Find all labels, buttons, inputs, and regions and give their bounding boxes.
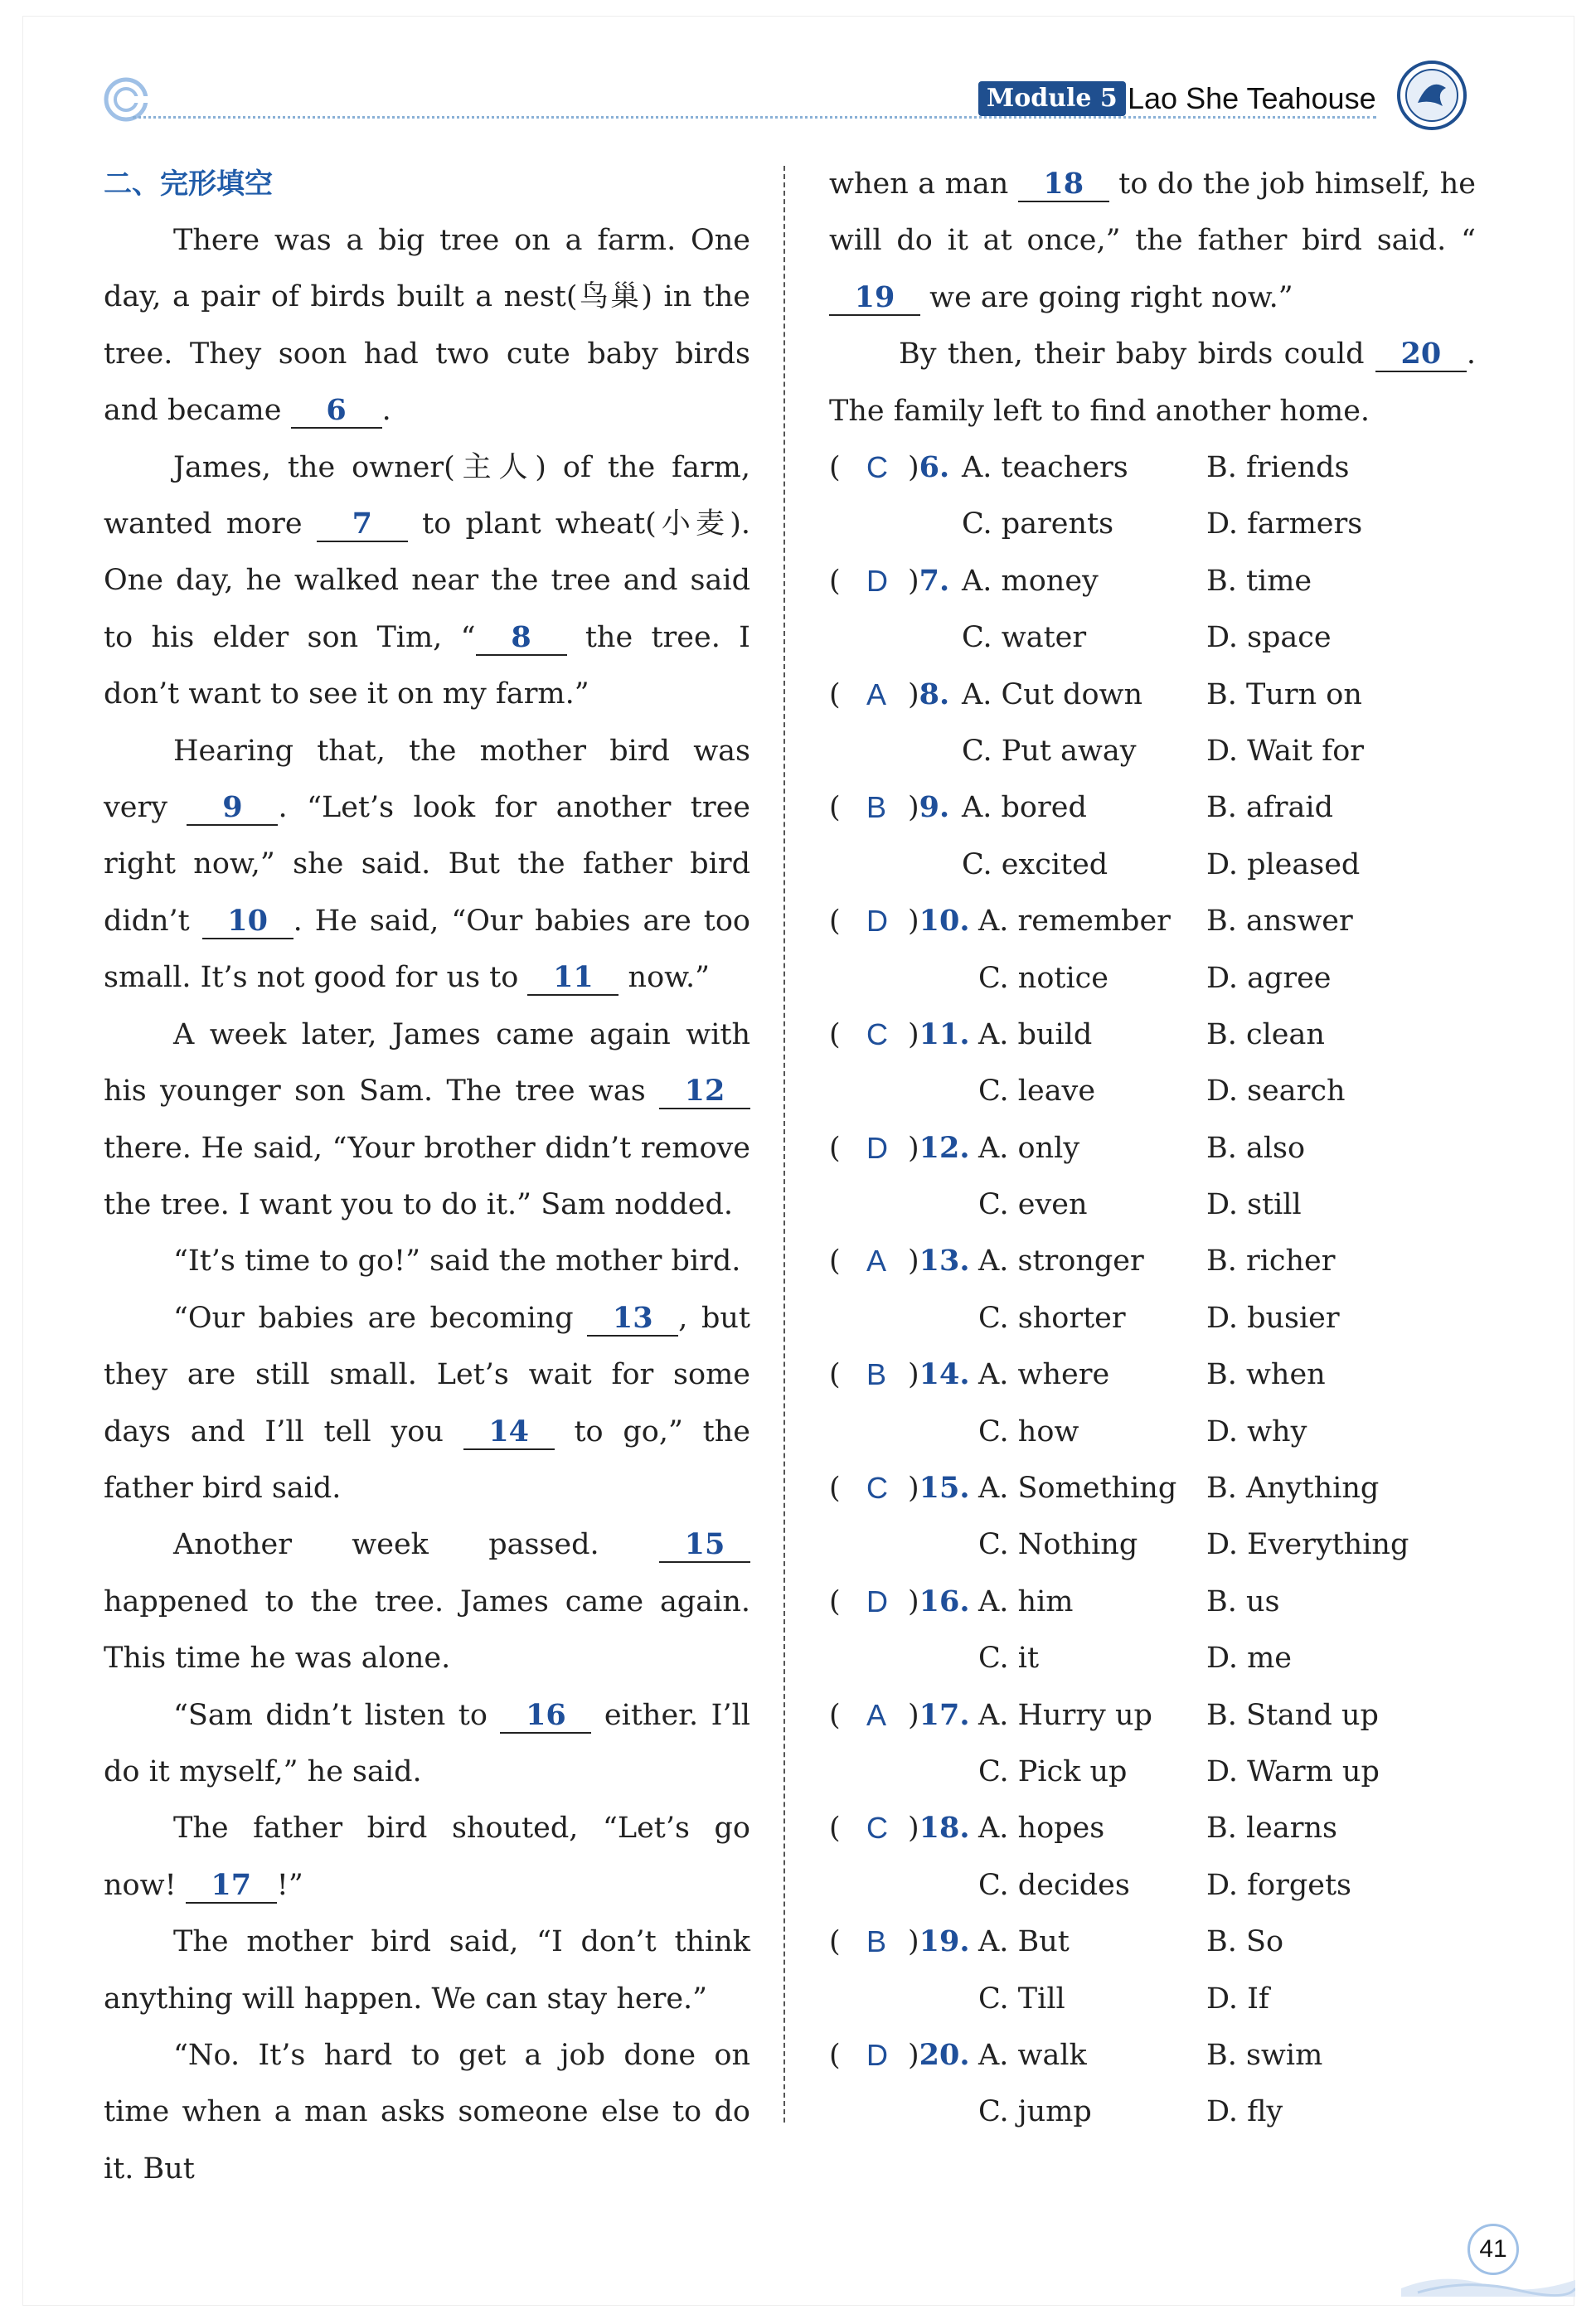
option-d[interactable]: D. busier [1206, 1301, 1340, 1335]
question-row [829, 1687, 1509, 1744]
option-a[interactable]: A. him [978, 1584, 1074, 1618]
paren-open: ( [829, 2038, 841, 2072]
paragraph-text: when a man [829, 167, 1018, 201]
question-row [829, 1177, 1509, 1233]
question-row [829, 1800, 1509, 1856]
question-number: ) 13. [908, 1244, 970, 1278]
answer-choice[interactable]: B [866, 790, 887, 825]
option-d[interactable]: D. Wait for [1206, 734, 1365, 768]
answer-choice[interactable]: D [866, 904, 888, 939]
paragraph-text: the tree. I don’t want to see it on my farm.” [104, 620, 750, 711]
paragraph [104, 723, 750, 1007]
question-number: ) 6. [908, 450, 950, 484]
answer-blank[interactable]: 18 [1018, 167, 1109, 202]
option-c[interactable]: C. it [978, 1642, 1040, 1676]
paren-open: ( [829, 1131, 841, 1165]
paragraph-text: there. He said, “Your brother didn’t remove the tree. I want you to do it.” Sam nodded. [104, 1131, 750, 1221]
paragraph [104, 1800, 750, 1914]
option-a[interactable]: A. Hurry up [978, 1698, 1152, 1732]
question-number: ) 11. [908, 1016, 970, 1051]
question-row [829, 1630, 1509, 1686]
answer-choice[interactable]: B [866, 1357, 887, 1392]
answer-blank[interactable]: 8 [476, 621, 567, 656]
option-c[interactable]: C. excited [962, 847, 1108, 881]
question-number: ) 19. [908, 1924, 970, 1959]
option-a[interactable]: A. money [962, 564, 1099, 598]
paren-open: ( [829, 564, 841, 598]
answer-blank[interactable]: 9 [187, 791, 278, 826]
question-row [829, 1404, 1509, 1460]
option-d[interactable]: D. forgets [1206, 1868, 1351, 1902]
answer-choice[interactable]: C [866, 1811, 888, 1846]
answer-blank[interactable]: 17 [186, 1869, 277, 1904]
option-c[interactable]: C. jump [978, 2095, 1092, 2129]
option-a[interactable]: A. But [978, 1925, 1070, 1959]
module-title: Lao She Teahouse [1128, 81, 1376, 115]
paren-open: ( [829, 1244, 841, 1278]
passage-right [829, 156, 1476, 439]
option-d[interactable]: D. me [1206, 1642, 1292, 1676]
paragraph-text: . The family left to find another home. [829, 337, 1476, 428]
paren-open: ( [829, 677, 841, 711]
question-row [829, 1516, 1509, 1573]
option-a[interactable]: A. remember [978, 905, 1171, 939]
option-b[interactable]: B. learns [1206, 1812, 1337, 1846]
paren-open: ( [829, 451, 841, 484]
option-d[interactable]: D. search [1206, 1075, 1346, 1109]
emblem-icon [1396, 60, 1467, 131]
paragraph-text: we are going right now.” [920, 280, 1293, 314]
answer-choice[interactable]: D [866, 2037, 888, 2072]
question-number: ) 18. [908, 1811, 970, 1846]
question-number: ) 7. [908, 563, 950, 598]
option-c[interactable]: C. decides [978, 1868, 1130, 1902]
answer-choice[interactable]: D [866, 1130, 888, 1165]
option-c[interactable]: C. shorter [978, 1301, 1126, 1335]
paragraph-text: A week later, James came again with his younger son Sam. The tree was [104, 1017, 750, 1109]
option-d[interactable]: D. fly [1206, 2095, 1283, 2129]
question-row [829, 496, 1509, 552]
paren-open: ( [829, 905, 841, 939]
question-row [829, 1857, 1509, 1914]
answer-blank[interactable]: 20 [1375, 337, 1467, 372]
page-number: 41 [1479, 2235, 1507, 2263]
question-row [829, 1120, 1509, 1177]
question-row [829, 723, 1509, 779]
option-b[interactable]: B. clean [1206, 1017, 1325, 1051]
option-b[interactable]: B. us [1206, 1584, 1280, 1618]
passage-left [104, 212, 750, 2197]
answer-blank[interactable]: 11 [527, 961, 619, 996]
paren-open: ( [829, 1698, 841, 1732]
option-c[interactable]: C. Put away [962, 734, 1137, 768]
paragraph-text: Hearing that, the mother bird was very [104, 734, 750, 825]
paragraph [104, 439, 750, 723]
column-divider [783, 166, 785, 2123]
paragraph [104, 1516, 750, 1686]
paragraph-text: James, the owner(主人) of the farm, wanted more [104, 450, 750, 541]
option-d[interactable]: D. Everything [1206, 1528, 1409, 1562]
option-b[interactable]: B. Stand up [1206, 1698, 1379, 1732]
answer-choice[interactable]: A [866, 1697, 887, 1732]
option-b[interactable]: B. So [1206, 1925, 1284, 1959]
question-number: ) 15. [908, 1471, 970, 1506]
paragraph-text: . [381, 394, 391, 428]
paren-open: ( [829, 1584, 841, 1618]
option-b[interactable]: B. when [1206, 1358, 1326, 1392]
paragraph-text: happened to the tree. James came again. This time he was alone. [104, 1584, 750, 1676]
paragraph-text: “Sam didn’t listen to [173, 1698, 501, 1732]
option-d[interactable]: D. agree [1206, 961, 1332, 995]
option-d[interactable]: D. still [1206, 1188, 1302, 1222]
question-row [829, 893, 1509, 949]
question-row [829, 837, 1509, 893]
question-number: ) 20. [908, 2037, 970, 2072]
option-a[interactable]: A. stronger [978, 1244, 1144, 1278]
question-row [829, 950, 1509, 1007]
option-b[interactable]: B. richer [1206, 1244, 1336, 1278]
answer-choice[interactable]: C [866, 1471, 888, 1506]
option-a[interactable]: A. walk [978, 2038, 1087, 2072]
answer-choice[interactable]: C [866, 1016, 888, 1051]
paragraph [104, 2027, 750, 2197]
paragraph-text: , but they are still small. Let’s wait for some days and I’ll tell you [104, 1301, 750, 1448]
question-number: ) 8. [908, 677, 950, 711]
module-badge: Module 5 [978, 81, 1126, 116]
question-row [829, 1346, 1509, 1403]
question-row [829, 1290, 1509, 1346]
paragraph-text: to plant wheat(小麦). One day, he walked near the tree and said to his elder son Tim, “ [104, 507, 750, 654]
paragraph [104, 212, 750, 439]
option-b[interactable]: B. Anything [1206, 1472, 1380, 1506]
question-row [829, 1574, 1509, 1630]
answer-choice[interactable]: D [866, 563, 888, 598]
paragraph-text: There was a big tree on a farm. One day, a pair of birds built a nest(鸟巢) in the tree. They soon had two cute baby birds and became [104, 224, 750, 428]
paragraph-text: The father bird shouted, “Let’s go now! [104, 1812, 750, 1902]
answer-blank[interactable]: 15 [659, 1528, 750, 1563]
paragraph-text: “No. It’s hard to get a job done on time when a man asks someone else to do it. But [104, 2039, 750, 2186]
question-row [829, 1007, 1509, 1063]
option-a[interactable]: A. teachers [962, 451, 1128, 484]
question-number: ) 10. [908, 904, 970, 939]
paren-open: ( [829, 1472, 841, 1506]
question-row [829, 609, 1509, 666]
answer-blank[interactable]: 7 [317, 507, 408, 542]
option-d[interactable]: D. space [1206, 621, 1332, 655]
option-b[interactable]: B. Turn on [1206, 677, 1362, 711]
paragraph-text: !” [276, 1868, 303, 1902]
paragraph [104, 1290, 750, 1517]
option-d[interactable]: D. pleased [1206, 847, 1361, 881]
option-c[interactable]: C. how [978, 1414, 1079, 1448]
answer-choice[interactable]: A [866, 1244, 887, 1278]
answer-choice[interactable]: C [866, 450, 888, 484]
answer-choice[interactable]: A [866, 677, 887, 711]
paragraph [104, 1233, 750, 1289]
option-b[interactable]: B. also [1206, 1131, 1306, 1165]
paren-open: ( [829, 791, 841, 825]
question-number: ) 17. [908, 1697, 970, 1732]
option-a[interactable]: A. only [978, 1131, 1080, 1165]
option-d[interactable]: D. farmers [1206, 507, 1363, 541]
option-c[interactable]: C. Nothing [978, 1528, 1138, 1562]
paragraph [829, 156, 1476, 326]
question-row [829, 779, 1509, 836]
paragraph [104, 1007, 750, 1234]
option-d[interactable]: D. why [1206, 1414, 1307, 1448]
answer-blank[interactable]: 19 [829, 281, 920, 316]
option-c[interactable]: C. parents [962, 507, 1114, 541]
paragraph-text: to go,” the father bird said. [104, 1414, 750, 1505]
paragraph [829, 326, 1476, 439]
question-row [829, 2084, 1509, 2140]
answer-choice[interactable]: D [866, 1584, 888, 1618]
question-row [829, 2027, 1509, 2084]
paren-open: ( [829, 1812, 841, 1846]
option-b[interactable]: B. swim [1206, 2038, 1323, 2072]
option-c[interactable]: C. Pick up [978, 1754, 1128, 1788]
option-a[interactable]: A. where [978, 1358, 1110, 1392]
paragraph-text: either. I’ll do it myself,” he said. [104, 1698, 750, 1788]
question-row [829, 1063, 1509, 1119]
answer-blank[interactable]: 10 [202, 905, 293, 939]
paragraph-text: . “Let’s look for another tree right now,” she said. But the father bird didn’t [104, 791, 750, 938]
question-row [829, 1744, 1509, 1800]
paragraph-text: . He said, “Our babies are too small. It’s not good for us to [104, 904, 750, 995]
question-number: ) 16. [908, 1584, 970, 1618]
option-c[interactable]: C. leave [978, 1075, 1096, 1109]
question-row [829, 1460, 1509, 1516]
option-a[interactable]: A. hopes [978, 1812, 1105, 1846]
paren-open: ( [829, 1358, 841, 1392]
option-c[interactable]: C. Till [978, 1982, 1065, 2016]
question-row [829, 1914, 1509, 1970]
option-a[interactable]: A. build [978, 1017, 1093, 1051]
answer-blank[interactable]: 12 [659, 1075, 750, 1109]
answer-blank[interactable]: 6 [291, 394, 382, 429]
paragraph-text: “Our babies are becoming [173, 1301, 588, 1335]
question-number: ) 14. [908, 1357, 970, 1392]
option-c[interactable]: C. notice [978, 961, 1108, 995]
option-c[interactable]: C. even [978, 1188, 1088, 1222]
paren-open: ( [829, 1017, 841, 1051]
answer-choice[interactable]: B [866, 1924, 887, 1959]
option-b[interactable]: B. friends [1206, 451, 1350, 484]
answer-blank[interactable]: 14 [463, 1415, 555, 1450]
answer-blank[interactable]: 16 [500, 1699, 591, 1734]
paragraph-text: Another week passed. [173, 1528, 659, 1562]
option-a[interactable]: A. Something [978, 1472, 1177, 1506]
answer-blank[interactable]: 13 [587, 1302, 678, 1337]
question-list [829, 439, 1509, 2141]
paragraph-text: “It’s time to go!” said the mother bird. [173, 1244, 741, 1278]
option-c[interactable]: C. water [962, 621, 1087, 655]
paragraph-text: By then, their baby birds could [899, 337, 1375, 371]
page-number-badge [1467, 2224, 1519, 2275]
paren-open: ( [829, 1925, 841, 1959]
question-row [829, 1233, 1509, 1289]
option-b[interactable]: B. time [1206, 564, 1312, 598]
paragraph-text: now.” [619, 961, 710, 995]
option-b[interactable]: B. afraid [1206, 791, 1333, 825]
paragraph [104, 1687, 750, 1801]
question-row [829, 553, 1509, 609]
option-a[interactable]: A. Cut down [962, 677, 1143, 711]
option-d[interactable]: D. If [1206, 1982, 1269, 2016]
question-row [829, 667, 1509, 723]
paragraph-text: to do the job himself, he will do it at once,” the father bird said. “ [829, 167, 1476, 258]
question-row [829, 439, 1509, 496]
paragraph-text: The mother bird said, “I don’t think anything will happen. We can stay here.” [104, 1925, 750, 2016]
option-a[interactable]: A. bored [962, 791, 1087, 825]
question-number: ) 9. [908, 790, 950, 825]
option-b[interactable]: B. answer [1206, 905, 1353, 939]
question-row [829, 1971, 1509, 2027]
paragraph [104, 1914, 750, 2027]
question-number: ) 12. [908, 1130, 970, 1165]
option-d[interactable]: D. Warm up [1206, 1754, 1380, 1788]
section-heading: 二、完形填空 [104, 167, 273, 201]
